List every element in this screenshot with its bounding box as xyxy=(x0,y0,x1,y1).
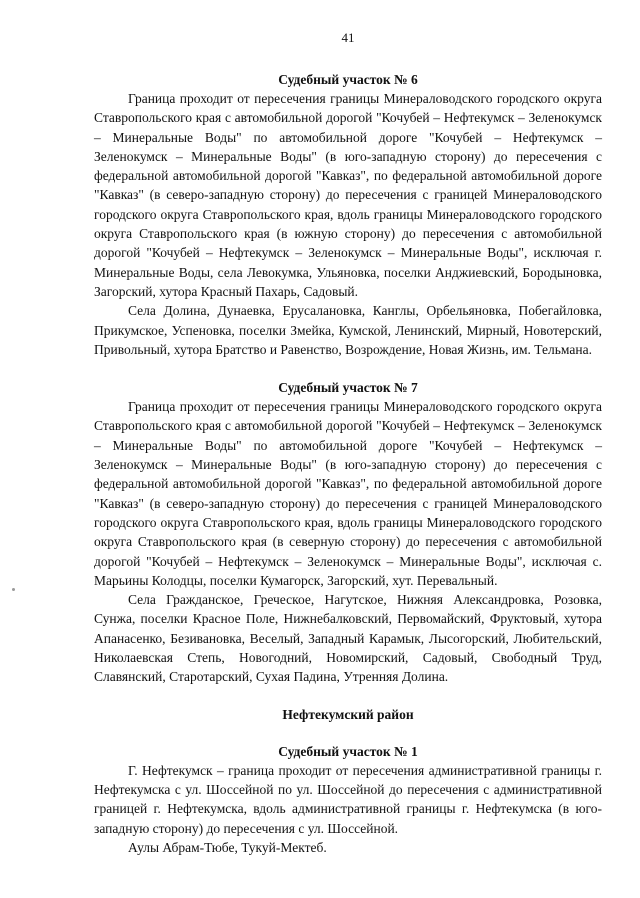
page-number: 41 xyxy=(341,30,355,45)
district-heading: Нефтекумский район xyxy=(282,706,414,722)
boundary-paragraph: Граница проходит от пересечения границы Минераловодского городского округа Ставропольского края с автомобильной дорогой "Кочубей – Нефтекумск – Зеленокумск – Минеральные Воды" по автомобильной дороге "Кочубей – Нефтекумск – Зеленокумск – Минеральные Воды" (в юго-западную сторону) до пересечения с федеральной автомобильной дорогой "Кавказ", по федеральной автомобильной дороге "Кавказ" (в северо-западную сторону) до пересечения с границей Минераловодского городского округа Ставропольского края, вдоль границы Минераловодского городского округа Ставропольского края (в северную сторону) до пересечения с автомобильной дорогой "Кочубей – Нефтекумск – Зеленокумск – Минеральные Воды", исключая с. Марьины Колодцы, поселки Кумагорск, Загорский, хут. Перевальный. xyxy=(94,399,602,588)
settlements-paragraph: Аулы Абрам-Тюбе, Тукуй-Мектеб. xyxy=(128,839,327,855)
settlements-paragraph: Села Гражданское, Греческое, Нагутское, Нижняя Александровка, Розовка, Сунжа, поселки Красное Поле, Нижнебалковский, Первомайский, Фруктовый, хутора Апанасенко, Безивановка, Веселый, Западный Карамык, Лысогорский, Любительский, Николаевская Степь, Новогодний, Новомирский, Садовый, Свободный Труд, Славянский, Старотарский, Сухая Падина, Утренняя Долина. xyxy=(94,592,602,685)
boundary-paragraph: Граница проходит от пересечения границы Минераловодского городского округа Ставропольского края с автомобильной дорогой "Кочубей – Нефтекумск – Зеленокумск – Минеральные Воды" по автомобильной дороге "Кочубей – Нефтекумск – Зеленокумск – Минеральные Воды" (в юго-западную сторону) до пересечения с федеральной автомобильной дорогой "Кавказ", по федеральной автомобильной дороге "Кавказ" (в северо-западную сторону) до пересечения с границей Минераловодского городского округа Ставропольского края, вдоль границы Минераловодского городского округа Ставропольского края (в южную сторону) до пересечения с автомобильной дорогой "Кочубей – Нефтекумск – Зеленокумск – Минеральные Воды", исключая г. Минеральные Воды, села Левокумка, Ульяновка, поселки Анджиевский, Бородыновка, Загорский, хутора Красный Пахарь, Садовый. xyxy=(94,91,602,299)
boundary-paragraph: Г. Нефтекумск – граница проходит от пересечения административной границы г. Нефтекумска с ул. Шоссейной по ул. Шоссейной до пересечения с административной границей г. Нефтекумска, вдоль административной границы г. Нефтекумска (в юго-западную сторону) до пересечения с ул. Шоссейной. xyxy=(94,762,602,836)
section-neftekumsk-court-1 xyxy=(94,742,602,857)
section-heading: Судебный участок № 6 xyxy=(278,72,418,87)
scan-speck xyxy=(12,588,15,591)
section-heading: Судебный участок № 1 xyxy=(278,743,418,759)
section-heading: Судебный участок № 7 xyxy=(278,380,418,396)
section-court-6 xyxy=(94,70,602,359)
settlements-paragraph: Села Долина, Дунаевка, Ерусалановка, Канглы, Орбельяновка, Побегайловка, Прикумское, Успеновка, поселки Змейка, Кумской, Ленинский, Мирный, Новотерский, Привольный, хутора Братство и Равенство, Возрождение, Новая Жизнь, им. Тельмана. xyxy=(94,303,602,357)
section-court-7 xyxy=(94,378,602,686)
